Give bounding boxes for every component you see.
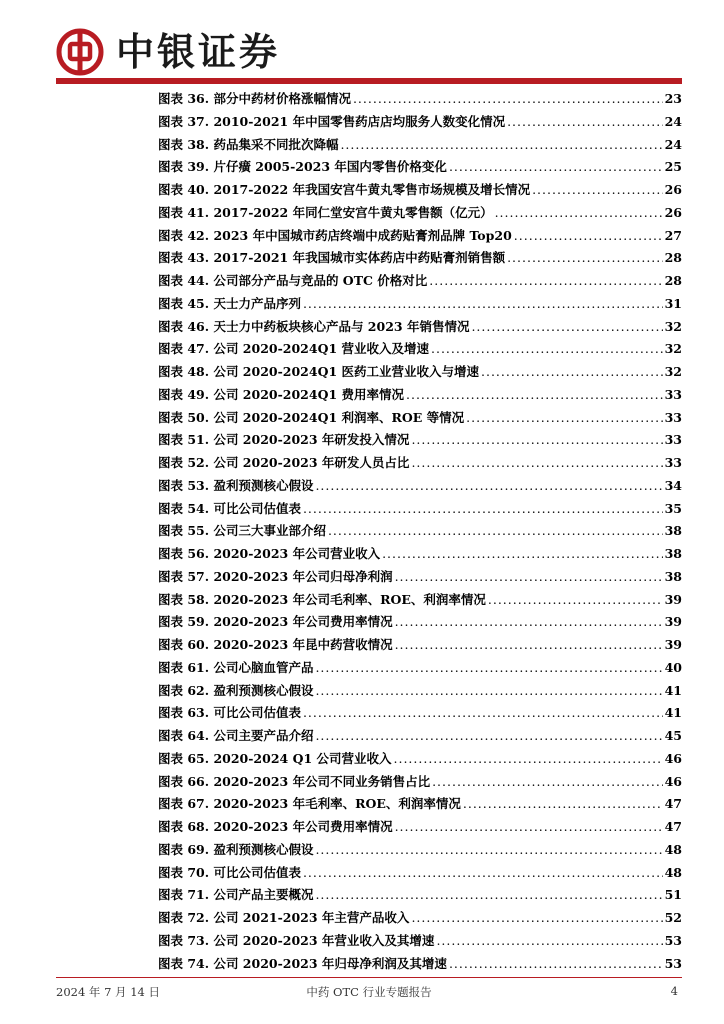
toc-entry[interactable] — [158, 748, 682, 771]
toc-leader-dots — [411, 452, 662, 475]
toc-entry[interactable] — [158, 247, 682, 270]
toc-entry[interactable] — [158, 475, 682, 498]
toc-leader-dots — [315, 725, 662, 748]
toc-entry[interactable] — [158, 884, 682, 907]
toc-entry[interactable] — [158, 270, 682, 293]
toc-leader-dots — [406, 384, 663, 407]
toc-entry-label: 图表 62. 盈利预测核心假设 — [158, 682, 314, 698]
toc-entry-label: 图表 63. 可比公司估值表 — [158, 705, 301, 721]
toc-entry-page: 46 — [664, 773, 682, 789]
toc-entry-page: 28 — [664, 250, 682, 266]
toc-leader-dots — [315, 680, 662, 703]
toc-entry-label: 图表 71. 公司产品主要概况 — [158, 887, 314, 903]
toc-leader-dots — [481, 361, 663, 384]
toc-leader-dots — [466, 407, 662, 430]
toc-entry-label: 图表 40. 2017-2022 年我国安宫牛黄丸零售市场规模及增长情况 — [158, 182, 531, 197]
toc-entry[interactable] — [158, 725, 682, 748]
toc-entry-page: 26 — [664, 204, 682, 220]
toc-entry[interactable] — [158, 543, 682, 566]
toc-entry[interactable] — [158, 111, 682, 134]
toc-entry-page: 45 — [664, 728, 682, 743]
toc-entry-label: 图表 47. 公司 2020-2024Q1 营业收入及增速 — [158, 341, 430, 357]
header-divider — [56, 78, 682, 84]
toc-entry[interactable] — [158, 771, 682, 794]
toc-leader-dots — [328, 520, 663, 543]
toc-entry[interactable] — [158, 589, 682, 612]
toc-entry-label: 图表 43. 2017-2021 年我国城市实体药店中药贴膏剂销售额 — [158, 250, 506, 266]
toc-entry-label: 图表 45. 天士力产品序列 — [158, 295, 301, 311]
toc-leader-dots — [449, 953, 663, 976]
toc-leader-dots — [507, 247, 663, 270]
toc-leader-dots — [315, 884, 662, 907]
toc-entry[interactable] — [158, 680, 682, 703]
toc-entry-label: 图表 56. 2020-2023 年公司营业收入 — [158, 546, 381, 561]
toc-entry[interactable] — [158, 611, 682, 634]
footer-page-number: 4 — [670, 984, 678, 998]
toc-entry-page: 32 — [664, 341, 682, 357]
toc-entry-label: 图表 41. 2017-2022 年同仁堂安宫牛黄丸零售额（亿元） — [158, 204, 493, 220]
toc-entry-page: 46 — [664, 750, 682, 766]
toc-leader-dots — [353, 88, 663, 111]
toc-entry[interactable] — [158, 88, 682, 111]
toc-entry[interactable] — [158, 384, 682, 407]
toc-entry-page: 35 — [664, 500, 682, 516]
toc-entry-label: 图表 48. 公司 2020-2024Q1 医药工业营业收入与增速 — [158, 364, 480, 379]
toc-entry[interactable] — [158, 361, 682, 384]
toc-entry[interactable] — [158, 156, 682, 179]
toc-entry-label: 图表 39. 片仔癀 2005-2023 年国内零售价格变化 — [158, 159, 447, 175]
toc-entry-label: 图表 58. 2020-2023 年公司毛利率、ROE、利润率情况 — [158, 591, 486, 607]
toc-leader-dots — [395, 816, 663, 839]
toc-entry-label: 图表 74. 公司 2020-2023 年归母净利润及其增速 — [158, 955, 447, 971]
toc-entry-page: 24 — [664, 136, 682, 152]
toc-entry-page: 38 — [664, 523, 682, 539]
toc-entry[interactable] — [158, 657, 682, 680]
toc-entry-page: 41 — [664, 682, 682, 698]
toc-entry[interactable] — [158, 702, 682, 725]
toc-leader-dots — [449, 156, 663, 179]
toc-entry[interactable] — [158, 202, 682, 225]
toc-entry-label: 图表 72. 公司 2021-2023 年主营产品收入 — [158, 910, 410, 925]
toc-leader-dots — [429, 270, 662, 293]
toc-entry-page: 51 — [664, 887, 682, 903]
toc-leader-dots — [394, 748, 663, 771]
toc-entry[interactable] — [158, 293, 682, 316]
page-header — [56, 28, 682, 80]
toc-entry[interactable] — [158, 907, 682, 930]
toc-entry-page: 39 — [664, 637, 682, 652]
toc-entry-label: 图表 65. 2020-2024 Q1 公司营业收入 — [158, 750, 392, 766]
toc-entry-page: 32 — [664, 318, 682, 334]
toc-entry[interactable] — [158, 407, 682, 430]
toc-entry-page: 26 — [664, 182, 682, 197]
toc-entry-page: 40 — [664, 659, 682, 675]
toc-leader-dots — [432, 771, 663, 794]
bank-of-china-logo-icon — [56, 28, 104, 76]
toc-entry-label: 图表 55. 公司三大事业部介绍 — [158, 523, 326, 539]
toc-entry[interactable] — [158, 566, 682, 589]
toc-entry-page: 52 — [664, 910, 682, 925]
toc-entry-page: 33 — [664, 455, 682, 470]
toc-entry-page: 33 — [664, 386, 682, 402]
toc-entry-label: 图表 59. 2020-2023 年公司费用率情况 — [158, 614, 393, 630]
toc-entry[interactable] — [158, 793, 682, 816]
toc-leader-dots — [395, 634, 663, 657]
toc-entry-label: 图表 38. 药品集采不同批次降幅 — [158, 136, 339, 152]
footer-report-title: 中药 OTC 行业专题报告 — [306, 985, 432, 999]
toc-entry-page: 27 — [664, 227, 682, 243]
toc-entry-page: 47 — [664, 796, 682, 812]
toc-leader-dots — [340, 134, 662, 157]
toc-entry[interactable] — [158, 429, 682, 452]
toc-entry-page: 38 — [664, 546, 682, 561]
toc-entry[interactable] — [158, 452, 682, 475]
toc-entry-label: 图表 67. 2020-2023 年毛利率、ROE、利润率情况 — [158, 796, 461, 812]
page-footer — [56, 984, 682, 1002]
toc-leader-dots — [411, 907, 662, 930]
toc-entry-page: 33 — [664, 409, 682, 425]
footer-divider — [56, 977, 682, 978]
toc-leader-dots — [303, 498, 663, 521]
toc-entry-label: 图表 57. 2020-2023 年公司归母净利润 — [158, 568, 393, 584]
toc-entry[interactable] — [158, 839, 682, 862]
toc-leader-dots — [488, 589, 663, 612]
toc-entry-label: 图表 51. 公司 2020-2023 年研发投入情况 — [158, 432, 410, 448]
toc-entry-page: 31 — [664, 295, 682, 311]
toc-entry[interactable] — [158, 953, 682, 976]
brand-name: 中银证券 — [116, 30, 281, 74]
toc-leader-dots — [411, 429, 662, 452]
toc-entry[interactable] — [158, 225, 682, 248]
toc-entry-label: 图表 54. 可比公司估值表 — [158, 500, 301, 516]
toc-leader-dots — [315, 657, 662, 680]
toc-entry-label: 图表 46. 天士力中药板块核心产品与 2023 年销售情况 — [158, 318, 470, 334]
toc-entry-page: 25 — [664, 159, 682, 175]
toc-leader-dots — [507, 111, 663, 134]
toc-entry-page: 33 — [664, 432, 682, 448]
toc-entry-label: 图表 64. 公司主要产品介绍 — [158, 728, 314, 743]
toc-entry-label: 图表 70. 可比公司估值表 — [158, 864, 301, 880]
toc-leader-dots — [315, 475, 662, 498]
toc-entry-label: 图表 61. 公司心脑血管产品 — [158, 659, 314, 675]
toc-entry-page: 32 — [664, 364, 682, 379]
toc-entry-label: 图表 44. 公司部分产品与竞品的 OTC 价格对比 — [158, 273, 428, 288]
toc-entry-page: 39 — [664, 614, 682, 630]
toc-entry-page: 47 — [664, 819, 682, 834]
toc-entry-page: 53 — [664, 955, 682, 971]
toc-entry-label: 图表 60. 2020-2023 年昆中药营收情况 — [158, 637, 393, 652]
toc-entry-page: 48 — [664, 864, 682, 880]
toc-entry-label: 图表 50. 公司 2020-2024Q1 利润率、ROE 等情况 — [158, 409, 465, 425]
toc-entry-label: 图表 69. 盈利预测核心假设 — [158, 841, 314, 857]
toc-leader-dots — [532, 179, 663, 202]
toc-entry-page: 39 — [664, 591, 682, 607]
toc-entry-page: 38 — [664, 568, 682, 584]
toc-entry-label: 图表 66. 2020-2023 年公司不同业务销售占比 — [158, 773, 431, 789]
toc-entry-label: 图表 36. 部分中药材价格涨幅情况 — [158, 91, 351, 106]
toc-leader-dots — [495, 202, 663, 225]
toc-entry-label: 图表 68. 2020-2023 年公司费用率情况 — [158, 819, 393, 834]
toc-leader-dots — [395, 611, 663, 634]
toc-entry-page: 41 — [664, 705, 682, 721]
toc-entry-label: 图表 53. 盈利预测核心假设 — [158, 477, 314, 493]
toc-entry-label: 图表 52. 公司 2020-2023 年研发人员占比 — [158, 455, 410, 470]
toc-entry[interactable] — [158, 816, 682, 839]
toc-entry-page: 53 — [664, 932, 682, 948]
toc-entry-page: 24 — [664, 113, 682, 129]
toc-leader-dots — [382, 543, 663, 566]
toc-entry-page: 28 — [664, 273, 682, 288]
figure-list — [158, 88, 682, 975]
toc-leader-dots — [463, 793, 663, 816]
toc-entry[interactable] — [158, 634, 682, 657]
toc-leader-dots — [315, 839, 662, 862]
toc-entry[interactable] — [158, 930, 682, 953]
toc-entry[interactable] — [158, 338, 682, 361]
toc-entry-label: 图表 42. 2023 年中国城市药店终端中成药贴膏剂品牌 Top20 — [158, 227, 512, 243]
toc-entry[interactable] — [158, 316, 682, 339]
toc-entry[interactable] — [158, 134, 682, 157]
footer-date: 2024 年 7 月 14 日 — [56, 985, 160, 999]
toc-entry[interactable] — [158, 179, 682, 202]
toc-entry-page: 48 — [664, 841, 682, 857]
toc-entry-page: 34 — [664, 477, 682, 493]
toc-leader-dots — [471, 316, 662, 339]
toc-entry-page: 23 — [664, 91, 682, 106]
toc-entry[interactable] — [158, 520, 682, 543]
toc-leader-dots — [395, 566, 663, 589]
toc-leader-dots — [303, 702, 663, 725]
toc-entry[interactable] — [158, 862, 682, 885]
toc-leader-dots — [303, 293, 663, 316]
toc-leader-dots — [436, 930, 662, 953]
toc-leader-dots — [303, 862, 663, 885]
toc-entry-label: 图表 49. 公司 2020-2024Q1 费用率情况 — [158, 386, 405, 402]
toc-entry-label: 图表 73. 公司 2020-2023 年营业收入及其增速 — [158, 932, 435, 948]
toc-leader-dots — [514, 225, 663, 248]
toc-entry[interactable] — [158, 498, 682, 521]
toc-entry-label: 图表 37. 2010-2021 年中国零售药店店均服务人数变化情况 — [158, 113, 506, 129]
toc-leader-dots — [431, 338, 663, 361]
